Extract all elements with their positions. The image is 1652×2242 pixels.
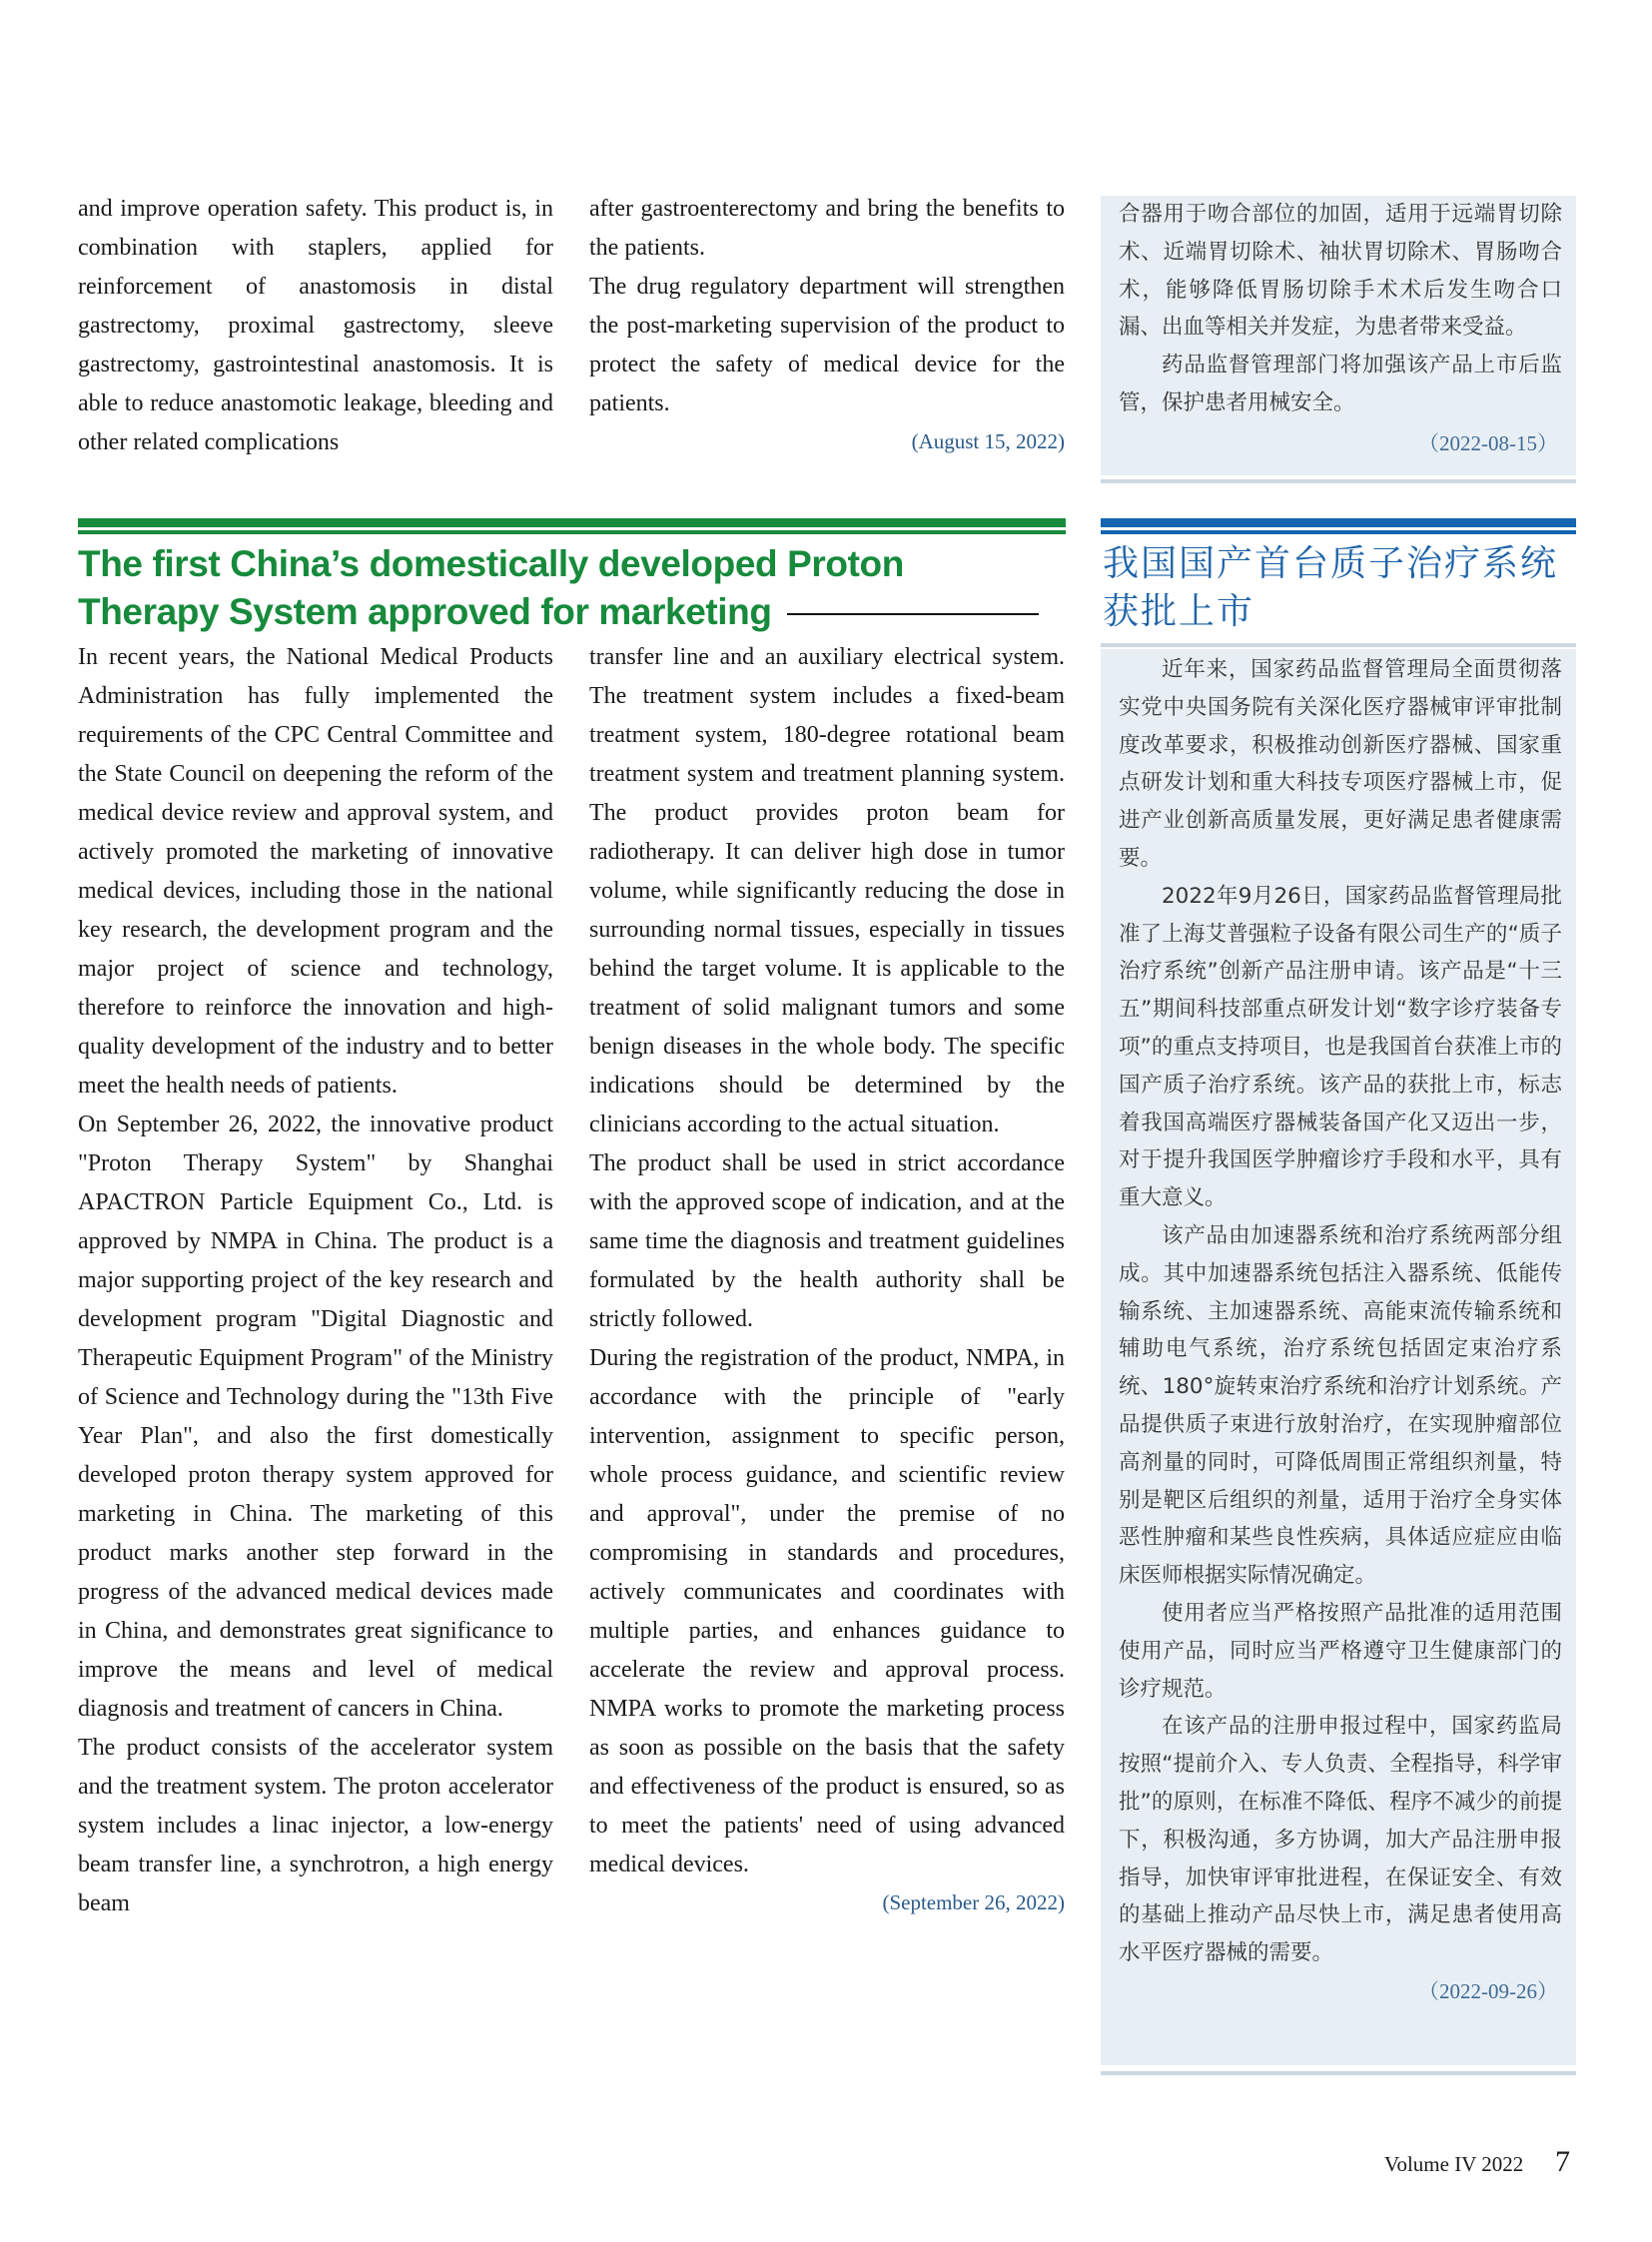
top-article-date: (August 15, 2022)	[911, 429, 1065, 453]
main-article-title	[78, 540, 1066, 636]
top-article-paragraph: and improve operation safety. This product is, in combination with staplers, applied for reinforcement of anastomosis in distal gastrectomy, proximal gastrectomy, sleeve gastrectomy, gastrointestinal anastomosis. It is able to reduce anastomotic leakage, bleeding and other related complications	[78, 196, 553, 455]
cn-article-date: （2022-09-26）	[1418, 1978, 1558, 2003]
main-article-paragraph: transfer line and an auxiliary electrical system. The treatment system includes a fixed-beam treatment system, 180-degree rotational beam treatment system and treatment planning system. The product provides proton beam for radiotherapy. It can deliver high dose in tumor volume, while significantly reducing the dose in surrounding normal tissues, especially in tissues behind the target volume. It is applicable to the treatment of solid malignant tumors and some benign diseases in the whole body. The specific indications should be determined by the clinicians according to the actual situation.	[589, 644, 1065, 1137]
main-article-paragraph: During the registration of the product, NMPA, in accordance with the principle of "early intervention, assignment to specific person, whole process guidance, and scientific review and approval", under the premise of no compromising in standards and procedures, actively communicates and coordinates with multiple parties, and enhances guidance to accelerate the review and approval process. NMPA works to promote the marketing process as soon as possible on the basis that the safety and effectiveness of the product is ensured, so as to meet the patients' need of using advanced medical devices.	[589, 1345, 1065, 1877]
top-article-col2	[589, 190, 1065, 457]
top-article-cn-panel	[1101, 196, 1576, 475]
panel-bottom-rule	[1101, 479, 1576, 483]
top-article-col1	[78, 190, 553, 462]
cn-paragraph: 药品监督管理部门将加强该产品上市后监管，保护患者用械安全。	[1119, 353, 1562, 415]
top-article-paragraph: after gastroenterectomy and bring the benefits to the patients.	[589, 196, 1065, 261]
cn-paragraph: 在该产品的注册申报过程中，国家药监局按照“提前介入、专人负责、全程指导，科学审批”的原则，在标准不降低、程序不减少的前提下，积极沟通，多方协调，加大产品注册申报指导，加快审评审批进程，在保证安全、有效的基础上推动产品尽快上市，满足患者使用高水平医疗器械的需要。	[1119, 1714, 1562, 1966]
main-article-paragraph: In recent years, the National Medical Products Administration has fully implemented the requirements of the CPC Central Committee and the State Council on deepening the reform of the medical device review and approval system, and actively promoted the marketing of innovative medical devices, including those in the national key research, the development program and the major project of science and technology, therefore to reinforce the innovation and high-quality development of the industry and to better meet the health needs of patients.	[78, 644, 553, 1099]
cn-paragraph: 使用者应当严格按照产品批准的适用范围使用产品，同时应当严格遵守卫生健康部门的诊疗规范。	[1119, 1600, 1562, 1702]
cn-panel-top-rule	[1101, 643, 1576, 647]
top-article-paragraph: The drug regulatory department will strengthen the post-marketing supervision of the product to protect the safety of medical device for the patients.	[589, 274, 1065, 416]
main-article-date: (September 26, 2022)	[882, 1890, 1065, 1914]
cn-paragraph: 近年来，国家药品监督管理局全面贯彻落实党中央国务院有关深化医疗器械审评审批制度改革要求，积极推动创新医疗器械、国家重点研发计划和重大科技专项医疗器械上市，促进产业创新高质量发展，更好满足患者健康需要。	[1119, 657, 1562, 871]
title-rule	[787, 613, 1039, 615]
cn-paragraph: 合器用于吻合部位的加固，适用于远端胃切除术、近端胃切除术、袖状胃切除术、胃肠吻合术，能够降低胃肠切除手术术后发生吻合口漏、出血等相关并发症，为患者带来受益。	[1119, 202, 1562, 341]
title-line-2-text: Therapy System approved for marketing	[78, 591, 772, 632]
cn-paragraph: 该产品由加速器系统和治疗系统两部分组成。其中加速器系统包括注入器系统、低能传输系统、主加速器系统、高能束流传输系统和辅助电气系统，治疗系统包括固定束治疗系统、180°旋转束治疗系统和治疗计划系统。产品提供质子束进行放射治疗，在实现肿瘤部位高剂量的同时，可降低周围正常组织剂量，特别是靶区后组织的剂量，适用于治疗全身实体恶性肿瘤和某些良性疾病，具体适应症应由临床医师根据实际情况确定。	[1119, 1222, 1562, 1589]
main-article-paragraph: On September 26, 2022, the innovative product "Proton Therapy System" by Shanghai APACTRON Particle Equipment Co., Ltd. is approved by NMPA in China. The product is a major supporting project of the key research and development program "Digital Diagnostic and Therapeutic Equipment Program" of the Ministry of Science and Technology during the "13th Five Year Plan", and also the first domestically developed proton therapy system approved for marketing in China. The marketing of this product marks another step forward in the progress of the advanced medical devices made in China, and demonstrates great significance to improve the means and level of medical diagnosis and treatment of cancers in China.	[78, 1112, 553, 1722]
cn-panel-bottom-rule	[1101, 2071, 1576, 2075]
title-bar-thin	[78, 530, 1066, 534]
cn-paragraph: 2022年9月26日，国家药品监督管理局批准了上海艾普强粒子设备有限公司生产的“质子治疗系统”创新产品注册申请。该产品是“十三五”期间科技部重点研发计划“数字诊疗装备专项”的重点支持项目，也是我国首台获准上市的国产质子治疗系统。该产品的获批上市，标志着我国高端医疗器械装备国产化又迈出一步，对于提升我国医学肿瘤诊疗手段和水平，具有重大意义。	[1119, 883, 1562, 1211]
main-article-paragraph: The product consists of the accelerator system and the treatment system. The proton accelerator system includes a linac injector, a low-energy beam transfer line, a synchrotron, a high energy beam	[78, 1735, 553, 1916]
title-bar-thick	[78, 518, 1066, 527]
main-article-col2	[589, 638, 1065, 1918]
main-article-paragraph: The product shall be used in strict accordance with the approved scope of indication, and at the same time the diagnosis and treatment guidelines formulated by the health authority shall be strictly followed.	[589, 1150, 1065, 1332]
cn-title-bar-thick	[1101, 518, 1576, 527]
cn-title-line-1: 我国国产首台质子治疗系统	[1103, 543, 1559, 584]
cn-title-bar-thin	[1101, 530, 1576, 534]
title-line-2	[78, 588, 1066, 636]
footer-volume: Volume IV 2022	[1384, 2152, 1524, 2176]
top-article-cn-date: （2022-08-15）	[1418, 430, 1558, 455]
cn-title-line-2-text: 获批上市	[1103, 591, 1255, 632]
cn-article-panel	[1101, 649, 1576, 2065]
title-line-1: The first China’s domestically developed Proton	[78, 543, 904, 584]
main-article-col1	[78, 638, 553, 1923]
footer-page-number: 7	[1555, 2145, 1570, 2178]
